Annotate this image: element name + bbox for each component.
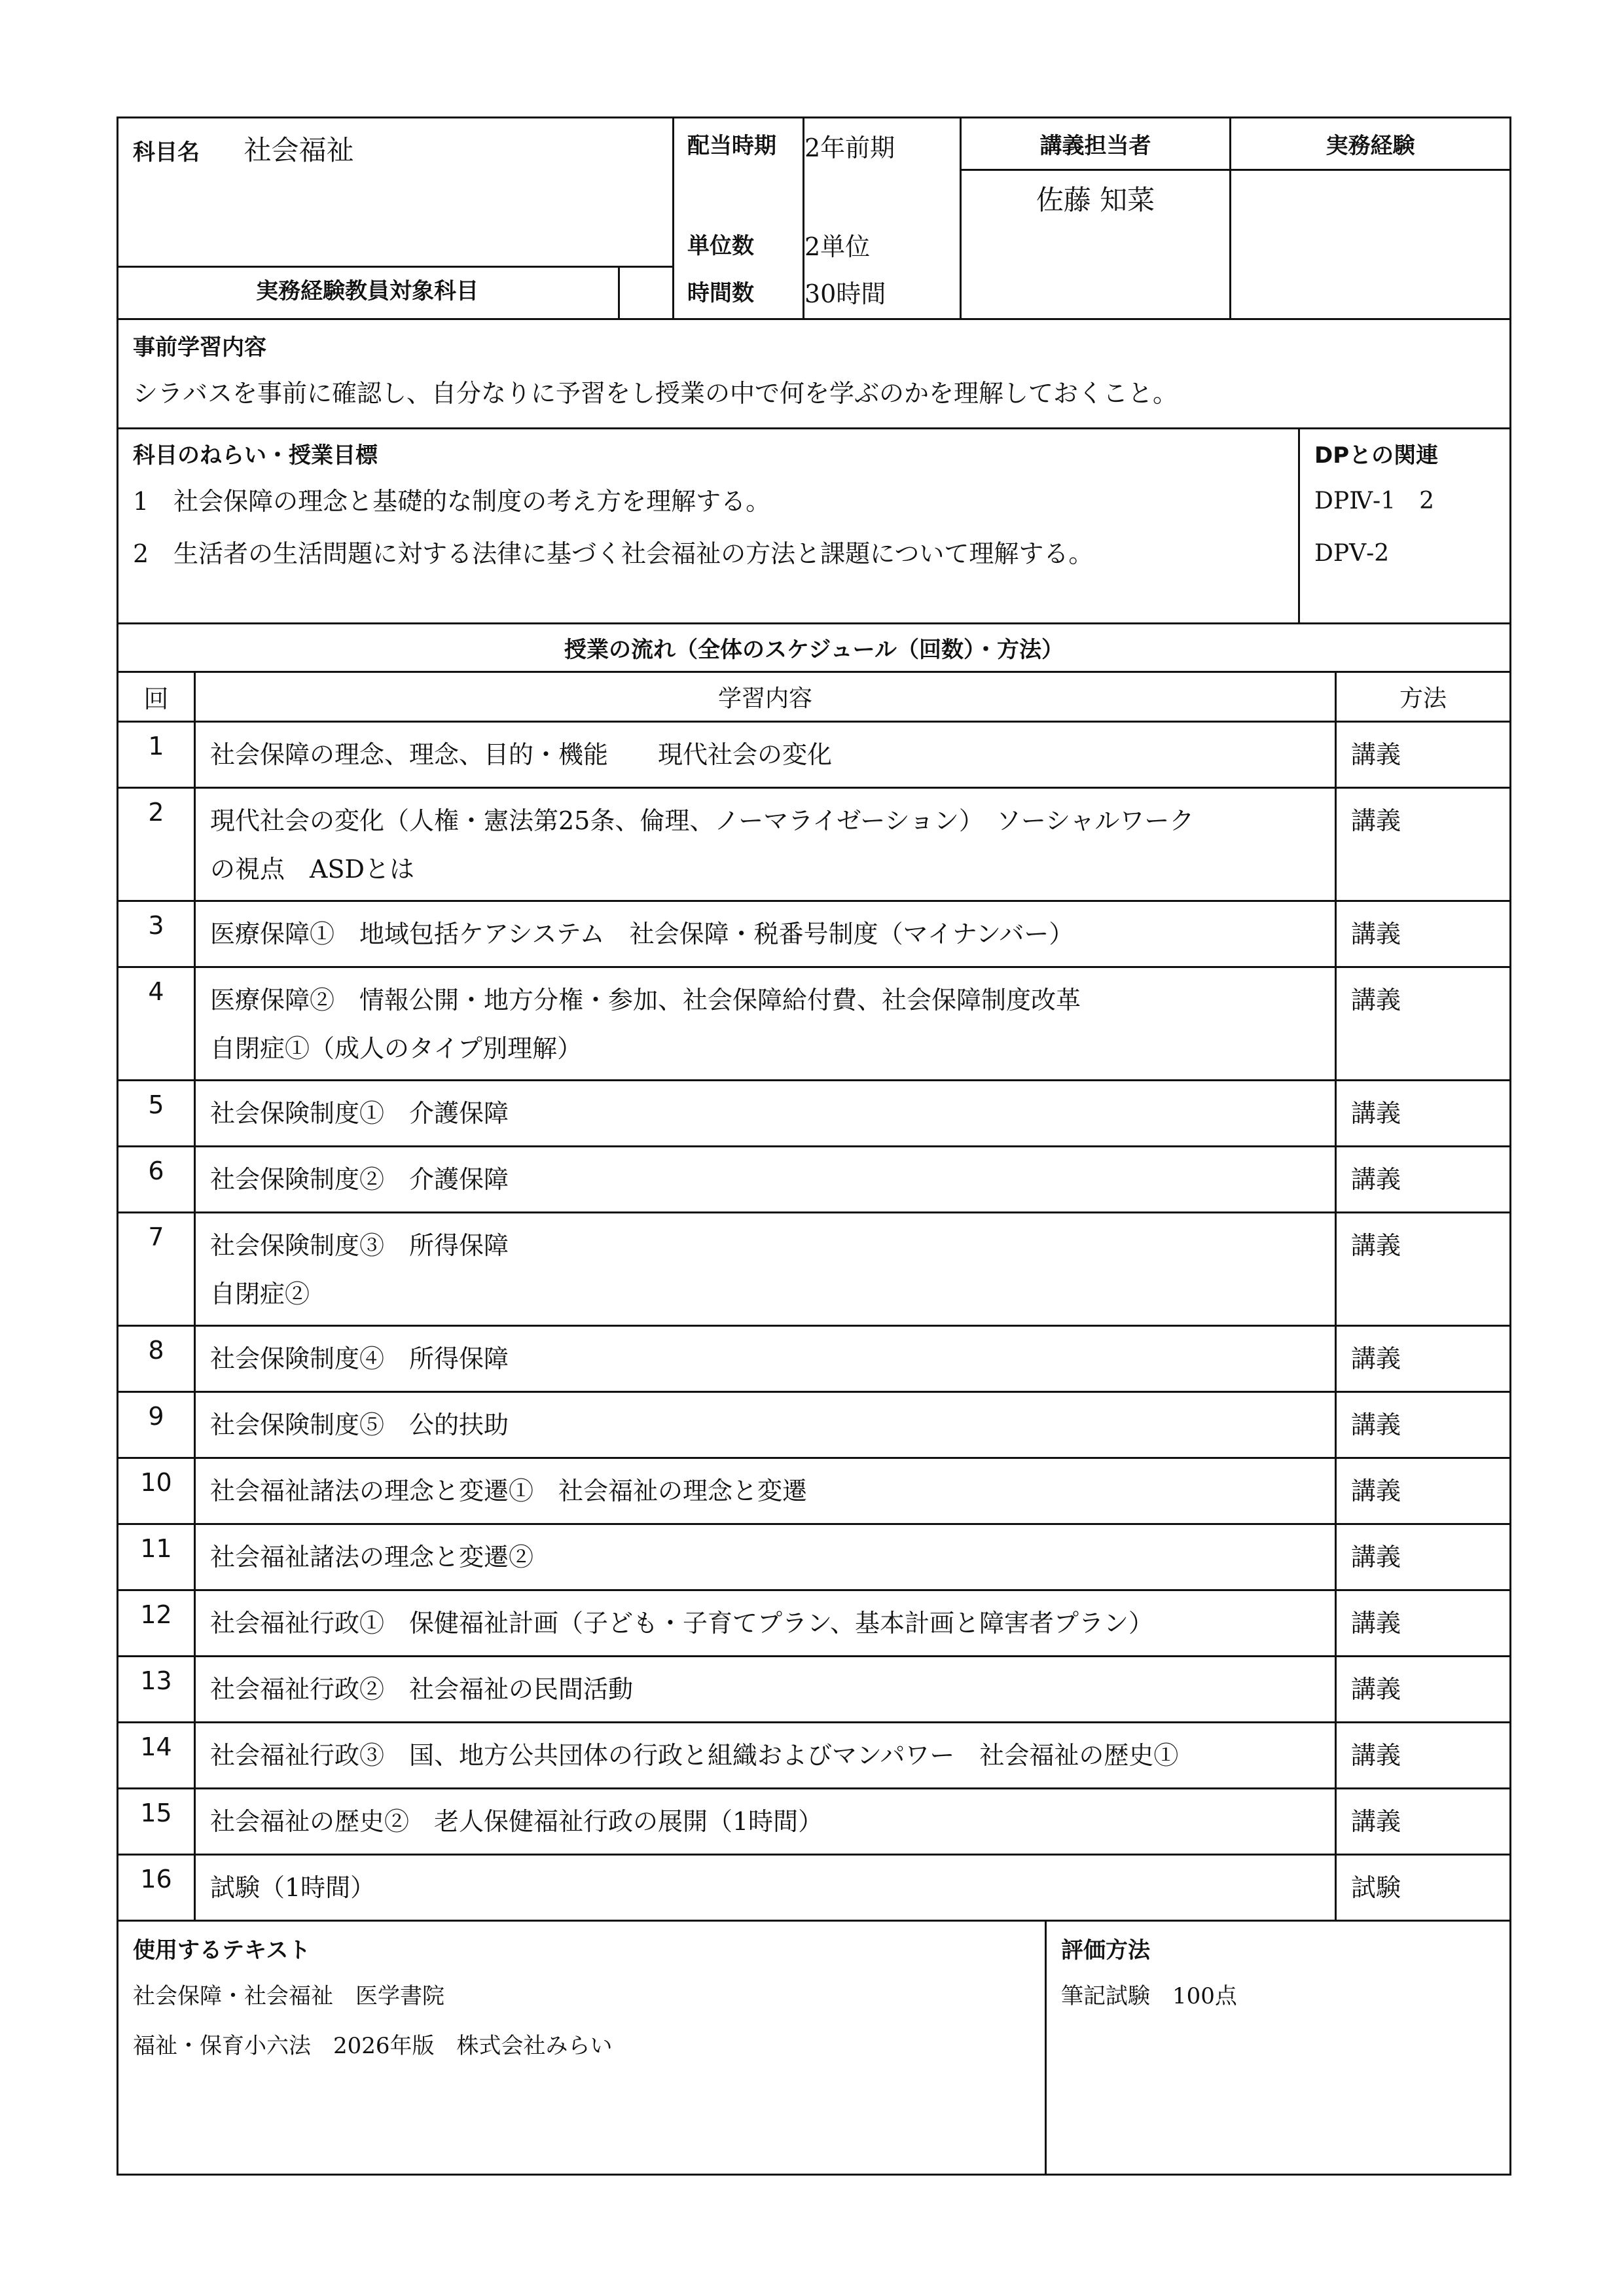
schedule-content-line: 自閉症②: [210, 1280, 310, 1308]
schedule-row-number: 12: [118, 1590, 195, 1657]
term-value-cell: [804, 118, 961, 170]
schedule-row-number: 1: [118, 722, 195, 788]
schedule-content-line: 自閉症①（成人のタイプ別理解）: [210, 1034, 583, 1063]
textbook-item: 社会保障・社会福祉 医学書院: [133, 1983, 444, 2009]
schedule-row-method: 講義: [1336, 1458, 1511, 1524]
schedule-content-line: 社会保険制度⑤ 公的扶助: [210, 1410, 509, 1439]
schedule-row-method: 講義: [1336, 788, 1511, 901]
schedule-row-content: [195, 1657, 1336, 1723]
hours-value-cell: [804, 267, 961, 319]
schedule-row: [118, 722, 1511, 788]
schedule-row: [118, 901, 1511, 967]
schedule-row-content: [195, 722, 1336, 788]
hours-label: 時間数: [687, 279, 754, 306]
subject-label: 科目名: [133, 139, 200, 166]
schedule-content-line: 試験（1時間）: [210, 1873, 376, 1902]
schedule-row: [118, 1590, 1511, 1657]
schedule-row: [118, 1855, 1511, 1921]
schedule-row-method: 講義: [1336, 722, 1511, 788]
subject-value: 社会福祉: [244, 134, 354, 166]
lecturer-label-cell: [961, 118, 1231, 170]
schedule-content-line: 社会保障の理念、理念、目的・機能 現代社会の変化: [210, 740, 833, 769]
prep-cell: [118, 319, 1511, 429]
schedule-content-line: 社会福祉諸法の理念と変遷① 社会福祉の理念と変遷: [210, 1477, 808, 1505]
prep-goals-table: [117, 318, 1511, 624]
practical-subject-row: [117, 266, 672, 318]
schedule-row-number: 5: [118, 1081, 195, 1147]
textbook-cell: [118, 1921, 1046, 2175]
schedule-row-content: [195, 901, 1336, 967]
schedule-row-method: 講義: [1336, 1326, 1511, 1392]
schedule-row-number: 4: [118, 967, 195, 1081]
schedule-row: [118, 1723, 1511, 1789]
credits-value-cell: [804, 170, 961, 267]
col-header-method: [1336, 672, 1511, 722]
schedule-row: [118, 1213, 1511, 1326]
schedule-content-line: 社会保険制度① 介護保障: [210, 1099, 509, 1128]
col-header-content-text: 学習内容: [717, 685, 812, 712]
schedule-row-content: [195, 1213, 1336, 1326]
schedule-row-method: 講義: [1336, 1657, 1511, 1723]
dp-label: DPとの関連: [1314, 442, 1439, 469]
schedule-row-content: [195, 1458, 1336, 1524]
schedule-row-content: [195, 1723, 1336, 1789]
evaluation-cell: [1046, 1921, 1511, 2175]
col-header-content: [195, 672, 1336, 722]
dp-item: DPⅤ-2: [1314, 540, 1390, 567]
schedule-content-line: 社会保険制度② 介護保障: [210, 1165, 509, 1194]
dp-item: DPⅣ-1 2: [1314, 488, 1435, 514]
schedule-content-line: 社会保険制度③ 所得保障: [210, 1231, 509, 1260]
credits-label-cell: [674, 170, 804, 267]
col-header-no: [118, 672, 195, 722]
evaluation-item: 筆記試験 100点: [1061, 1983, 1237, 2009]
schedule-row-method: 試験: [1336, 1855, 1511, 1921]
textbook-item: 福祉・保育小六法 2026年版 株式会社みらい: [133, 2033, 613, 2059]
schedule-row-number: 2: [118, 788, 195, 901]
goals-cell: [118, 429, 1299, 624]
schedule-content-line: 医療保障② 情報公開・地方分権・参加、社会保障給付費、社会保障制度改革: [210, 986, 1081, 1014]
dp-cell: [1299, 429, 1511, 624]
schedule-row-content: [195, 788, 1336, 901]
schedule-row: [118, 1524, 1511, 1590]
schedule-content-line: 社会福祉の歴史② 老人保健福祉行政の展開（1時間）: [210, 1807, 823, 1836]
schedule-row-number: 9: [118, 1392, 195, 1458]
schedule-row-content: [195, 1590, 1336, 1657]
schedule-row: [118, 788, 1511, 901]
schedule-row: [118, 1392, 1511, 1458]
schedule-row-number: 8: [118, 1326, 195, 1392]
schedule-row: [118, 1147, 1511, 1213]
lecturer-label: 講義担当者: [1039, 133, 1151, 159]
term-label-cell: [674, 118, 804, 170]
schedule-row: [118, 1326, 1511, 1392]
schedule-row: [118, 1081, 1511, 1147]
schedule-row-method: 講義: [1336, 967, 1511, 1081]
schedule-content-line: 医療保障① 地域包括ケアシステム 社会保障・税番号制度（マイナンバー）: [210, 920, 1074, 948]
schedule-content-line: 社会福祉行政③ 国、地方公共団体の行政と組織およびマンパワー 社会福祉の歴史①: [210, 1741, 1179, 1770]
schedule-title: 授業の流れ（全体のスケジュール（回数）・方法）: [564, 637, 1064, 663]
col-header-method-text: 方法: [1399, 685, 1447, 712]
col-header-no-text: 回: [143, 685, 169, 713]
practical-subject-label: 実務経験教員対象科目: [256, 278, 478, 304]
term-label: 配当時期: [687, 133, 776, 159]
schedule-row-number: 3: [118, 901, 195, 967]
experience-value-cell: [1231, 170, 1511, 319]
schedule-row-content: [195, 1392, 1336, 1458]
prep-label: 事前学習内容: [133, 334, 266, 361]
experience-label-cell: [1231, 118, 1511, 170]
schedule-row: [118, 1657, 1511, 1723]
goal-item: 1 社会保障の理念と基礎的な制度の考え方を理解する。: [133, 487, 771, 516]
schedule-row-method: 講義: [1336, 1213, 1511, 1326]
experience-label: 実務経験: [1326, 133, 1415, 159]
schedule-row-number: 14: [118, 1723, 195, 1789]
syllabus-sheet: [117, 117, 1509, 2176]
schedule-row-content: [195, 1081, 1336, 1147]
schedule-content-line: 社会保険制度④ 所得保障: [210, 1344, 509, 1373]
schedule-row: [118, 1789, 1511, 1855]
footer-table: [117, 1920, 1511, 2176]
schedule-row-method: 講義: [1336, 1723, 1511, 1789]
schedule-title-cell: [118, 624, 1511, 672]
schedule-row-content: [195, 967, 1336, 1081]
textbook-label: 使用するテキスト: [133, 1937, 311, 1964]
schedule-row-number: 7: [118, 1213, 195, 1326]
schedule-row-method: 講義: [1336, 1590, 1511, 1657]
schedule-table: [117, 622, 1511, 1922]
schedule-row-number: 16: [118, 1855, 195, 1921]
schedule-row: [118, 967, 1511, 1081]
schedule-row-method: 講義: [1336, 901, 1511, 967]
schedule-body: [118, 722, 1511, 1921]
schedule-row-number: 10: [118, 1458, 195, 1524]
schedule-row-content: [195, 1147, 1336, 1213]
schedule-row: [118, 1458, 1511, 1524]
goal-item: 2 生活者の生活問題に対する法律に基づく社会福祉の方法と課題について理解する。: [133, 539, 1094, 568]
schedule-row-content: [195, 1326, 1336, 1392]
credits-value: 2単位: [804, 232, 871, 261]
schedule-row-content: [195, 1524, 1336, 1590]
credits-label: 単位数: [687, 232, 754, 259]
schedule-content-line: 社会福祉諸法の理念と変遷②: [210, 1543, 534, 1571]
schedule-row-content: [195, 1789, 1336, 1855]
schedule-row-number: 6: [118, 1147, 195, 1213]
schedule-row-method: 講義: [1336, 1081, 1511, 1147]
evaluation-label: 評価方法: [1061, 1937, 1150, 1964]
schedule-row-number: 11: [118, 1524, 195, 1590]
schedule-content-line: 社会福祉行政② 社会福祉の民間活動: [210, 1675, 634, 1704]
schedule-content-line: の視点 ASDとは: [210, 855, 414, 884]
schedule-row-content: [195, 1855, 1336, 1921]
lecturer-value: 佐藤 知菜: [1036, 184, 1155, 216]
schedule-row-number: 13: [118, 1657, 195, 1723]
schedule-row-method: 講義: [1336, 1392, 1511, 1458]
schedule-row-method: 講義: [1336, 1147, 1511, 1213]
schedule-row-method: 講義: [1336, 1524, 1511, 1590]
hours-value: 30時間: [804, 279, 886, 308]
hours-label-cell: [674, 267, 804, 319]
schedule-content-line: 現代社会の変化（人権・憲法第25条、倫理、ノーマライゼーション） ソーシャルワーク: [210, 806, 1195, 835]
term-value: 2年前期: [804, 134, 895, 162]
lecturer-value-cell: [961, 170, 1231, 319]
goals-label: 科目のねらい・授業目標: [133, 442, 378, 469]
practical-subject-value-cell: [618, 268, 672, 318]
schedule-row-number: 15: [118, 1789, 195, 1855]
schedule-content-line: 社会福祉行政① 保健福祉計画（子ども・子育てプラン、基本計画と障害者プラン）: [210, 1609, 1153, 1638]
prep-text: シラバスを事前に確認し、自分なりに予習をし授業の中で何を学ぶのかを理解しておくこと。: [133, 379, 1178, 408]
schedule-row-method: 講義: [1336, 1789, 1511, 1855]
